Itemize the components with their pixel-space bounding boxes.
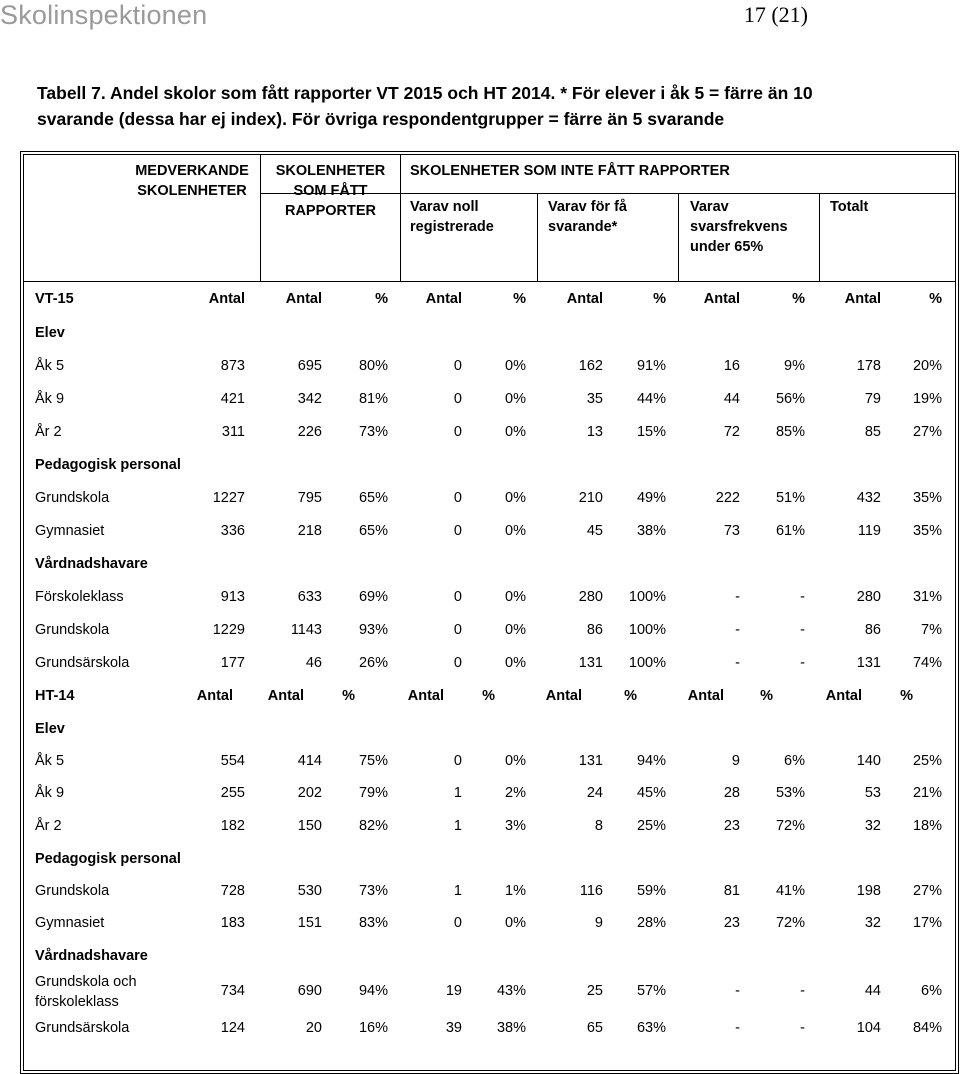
table-cell: 31% xyxy=(912,589,942,605)
table-cell: Antal xyxy=(825,688,862,704)
table-cell: 72% xyxy=(775,915,805,931)
table-cell: % xyxy=(929,291,942,307)
table-cell: 1% xyxy=(505,883,526,899)
table-cell: 94% xyxy=(636,753,666,769)
table-cell: 210 xyxy=(578,490,603,506)
table-cell: 32 xyxy=(864,915,881,931)
table-cell: 83% xyxy=(358,915,388,931)
row-label: Förskoleklass xyxy=(35,589,124,605)
table-cell: 45 xyxy=(586,523,603,539)
table-cell: 873 xyxy=(220,358,245,374)
table-cell: 20% xyxy=(912,358,942,374)
table-cell: 728 xyxy=(220,883,245,899)
table-cell: 633 xyxy=(297,589,322,605)
table-cell: 198 xyxy=(856,883,881,899)
row-label: Grundsärskola xyxy=(35,655,130,671)
table-cell: 1 xyxy=(453,883,462,899)
table-cell: 23 xyxy=(723,818,740,834)
table-cell: 8 xyxy=(594,818,603,834)
table-cell: 79% xyxy=(358,785,388,801)
table-cell: % xyxy=(482,688,495,704)
table-cell: 9% xyxy=(784,358,805,374)
row-label: Grundskola och förskoleklass xyxy=(35,974,137,1010)
table-cell: Antal xyxy=(566,291,603,307)
table-cell: 131 xyxy=(578,753,603,769)
table-cell: Antal xyxy=(285,291,322,307)
table-cell: % xyxy=(900,688,913,704)
table-cell: 124 xyxy=(220,1020,245,1036)
row-label: Vårdnadshavare xyxy=(35,556,148,572)
row-label: Åk 5 xyxy=(35,753,65,769)
table-cell: 20 xyxy=(305,1020,322,1036)
table-cell: 0% xyxy=(505,424,526,440)
row-label: Åk 9 xyxy=(35,785,65,801)
table-cell: 913 xyxy=(220,589,245,605)
table-cell: 32 xyxy=(864,818,881,834)
table-cell: 72% xyxy=(775,818,805,834)
header-zero-registered: Varav noll registrerade xyxy=(410,199,494,235)
table-cell: 421 xyxy=(220,391,245,407)
table-cell: 0% xyxy=(505,655,526,671)
row-label: Elev xyxy=(35,721,65,737)
table-cell: 311 xyxy=(221,424,245,440)
table-cell: 23 xyxy=(723,915,740,931)
header-units-not-received: SKOLENHETER SOM INTE FÅTT RAPPORTER xyxy=(410,163,730,179)
table-cell: 26% xyxy=(358,655,388,671)
table-cell: 9 xyxy=(594,915,603,931)
table-cell: 44 xyxy=(723,391,740,407)
table-cell: 65% xyxy=(358,523,388,539)
table-cell: Antal xyxy=(703,291,740,307)
table-row xyxy=(24,810,955,843)
table-cell: 280 xyxy=(856,589,881,605)
table-cell: 131 xyxy=(856,655,881,671)
table-cell: 100% xyxy=(628,589,666,605)
table-cell: % xyxy=(375,291,388,307)
group-header-row xyxy=(24,449,955,482)
table-cell: 73 xyxy=(723,523,740,539)
table-cell: % xyxy=(653,291,666,307)
table-cell: Antal xyxy=(687,688,724,704)
table-cell: 280 xyxy=(578,589,603,605)
table-cell: 27% xyxy=(912,424,942,440)
table-cell: 25% xyxy=(636,818,666,834)
row-label: Elev xyxy=(35,325,65,341)
table-cell: 41% xyxy=(775,883,805,899)
table-cell: 0% xyxy=(505,622,526,638)
table-cell: 131 xyxy=(578,655,603,671)
table-cell: 0 xyxy=(453,753,462,769)
table-cell: 0% xyxy=(505,391,526,407)
table-cell: % xyxy=(760,688,773,704)
table-cell: 27% xyxy=(912,883,942,899)
table-cell: 0 xyxy=(453,589,462,605)
table-cell: 25 xyxy=(586,983,603,999)
table-cell: 9 xyxy=(731,753,740,769)
table-cell: 94% xyxy=(358,983,388,999)
table-cell: 218 xyxy=(297,523,322,539)
table-cell: 0 xyxy=(453,523,462,539)
table-cell: - xyxy=(800,655,805,671)
group-header-row xyxy=(24,843,955,876)
table-cell: 0% xyxy=(505,490,526,506)
table-cell: - xyxy=(735,983,740,999)
table-row xyxy=(24,383,955,416)
table-cell: 91% xyxy=(636,358,666,374)
table-row xyxy=(24,515,955,548)
table-cell: 0 xyxy=(453,490,462,506)
table-cell: 0% xyxy=(505,523,526,539)
table-row xyxy=(24,777,955,810)
table-cell: 44 xyxy=(864,983,881,999)
table-cell: 119 xyxy=(857,523,881,539)
table-cell: 255 xyxy=(220,785,245,801)
row-label: Grundskola xyxy=(35,883,110,899)
table-cell: 75% xyxy=(358,753,388,769)
row-label: År 2 xyxy=(35,818,62,834)
table-cell: 414 xyxy=(297,753,322,769)
table-cell: 140 xyxy=(856,753,881,769)
table-cell: 151 xyxy=(297,915,322,931)
table-cell: 13 xyxy=(586,424,603,440)
table-cell: 49% xyxy=(636,490,666,506)
table-row xyxy=(24,745,955,778)
table-cell: 795 xyxy=(297,490,322,506)
table-cell: 0 xyxy=(453,622,462,638)
header-participating-units: MEDVERKANDE SKOLENHETER xyxy=(135,163,249,199)
table-cell: 17% xyxy=(912,915,942,931)
table-cell: % xyxy=(792,291,805,307)
table-cell: 6% xyxy=(921,983,942,999)
table-cell: 1 xyxy=(453,785,462,801)
table-cell: 0% xyxy=(505,358,526,374)
table-cell: 56% xyxy=(775,391,805,407)
table-cell: 1227 xyxy=(212,490,245,506)
table-cell: 43% xyxy=(496,983,526,999)
row-label: Grundskola xyxy=(35,622,110,638)
table-cell: 342 xyxy=(297,391,322,407)
table-cell: 28% xyxy=(636,915,666,931)
table-cell: 46 xyxy=(305,655,322,671)
table-cell: 116 xyxy=(579,883,603,899)
table-cell: 21% xyxy=(912,785,942,801)
table-cell: 104 xyxy=(856,1020,881,1036)
table-cell: 554 xyxy=(220,753,245,769)
table-cell: 6% xyxy=(784,753,805,769)
table-cell: 38% xyxy=(496,1020,526,1036)
table-cell: 73% xyxy=(358,883,388,899)
table-row xyxy=(24,647,955,680)
table-cell: 16 xyxy=(723,358,740,374)
table-cell: 178 xyxy=(856,358,881,374)
table-cell: - xyxy=(735,655,740,671)
table-cell: Antal xyxy=(208,291,245,307)
table-cell: 182 xyxy=(220,818,245,834)
table-cell: 44% xyxy=(636,391,666,407)
row-label: Grundsärskola xyxy=(35,1020,130,1036)
table-header xyxy=(24,155,955,282)
period-header-row xyxy=(24,283,955,316)
table-cell: 3% xyxy=(505,818,526,834)
table-row xyxy=(24,875,955,908)
table-cell: 0 xyxy=(453,915,462,931)
table-cell: - xyxy=(800,983,805,999)
table-cell: 57% xyxy=(636,983,666,999)
table-cell: Antal xyxy=(425,291,462,307)
table-cell: 35% xyxy=(912,490,942,506)
page-number: 17 (21) xyxy=(743,2,808,27)
group-header-row xyxy=(24,317,955,350)
table-cell: 19% xyxy=(912,391,942,407)
table-row xyxy=(24,907,955,940)
table-cell: 150 xyxy=(297,818,322,834)
row-label: VT-15 xyxy=(35,291,74,307)
row-label: Gymnasiet xyxy=(35,523,105,539)
row-label: År 2 xyxy=(35,424,62,440)
table-cell: % xyxy=(342,688,355,704)
table-row xyxy=(24,614,955,647)
table-cell: 65% xyxy=(358,490,388,506)
table-row xyxy=(24,416,955,449)
header-response-rate-under-65: Varav svarsfrekvens under 65% xyxy=(690,199,788,255)
table-cell: 222 xyxy=(715,490,740,506)
table-cell: 19 xyxy=(445,983,462,999)
table-row xyxy=(24,482,955,515)
table-cell: 79 xyxy=(864,391,881,407)
table-cell: - xyxy=(800,589,805,605)
table-cell: 7% xyxy=(921,622,942,638)
header-too-few-respondents: Varav för få svarande* xyxy=(548,199,627,235)
table-cell: 15% xyxy=(636,424,666,440)
table-cell: 80% xyxy=(358,358,388,374)
table-cell: % xyxy=(513,291,526,307)
table-cell: 100% xyxy=(628,622,666,638)
table-cell: 1143 xyxy=(290,622,322,638)
table-cell: 690 xyxy=(297,983,322,999)
table-cell: - xyxy=(735,589,740,605)
table-cell: 86 xyxy=(864,622,881,638)
row-label: Pedagogisk personal xyxy=(35,457,181,473)
table-cell: 65 xyxy=(586,1020,603,1036)
table-cell: 85 xyxy=(864,424,881,440)
table-cell: 0 xyxy=(453,424,462,440)
brand-logo-text: Skolinspektionen xyxy=(0,0,208,30)
table-cell: 45% xyxy=(636,785,666,801)
table-cell: 85% xyxy=(775,424,805,440)
table-cell: 0 xyxy=(453,391,462,407)
table-cell: 63% xyxy=(636,1020,666,1036)
table-cell: 93% xyxy=(358,622,388,638)
table-cell: 0 xyxy=(453,358,462,374)
table-cell: 177 xyxy=(220,655,245,671)
table-cell: 81% xyxy=(358,391,388,407)
table-cell: 35 xyxy=(586,391,603,407)
table-row xyxy=(24,1012,955,1045)
table-cell: 16% xyxy=(358,1020,388,1036)
table-cell: 18% xyxy=(912,818,942,834)
header-total: Totalt xyxy=(830,199,869,215)
table-cell: 28 xyxy=(723,785,740,801)
group-header-row xyxy=(24,940,955,973)
table-cell: 0 xyxy=(453,655,462,671)
table-row xyxy=(24,975,955,1008)
table-cell: 35% xyxy=(912,523,942,539)
table-cell: Antal xyxy=(267,688,304,704)
table-cell: Antal xyxy=(545,688,582,704)
table-cell: % xyxy=(624,688,637,704)
table-cell: 84% xyxy=(912,1020,942,1036)
table-cell: 734 xyxy=(220,983,245,999)
table-cell: 82% xyxy=(358,818,388,834)
row-label: Vårdnadshavare xyxy=(35,948,148,964)
table-cell: - xyxy=(800,622,805,638)
row-label: Grundskola xyxy=(35,490,110,506)
table-cell: - xyxy=(735,622,740,638)
row-label: HT-14 xyxy=(35,688,75,704)
table-cell: 0% xyxy=(505,589,526,605)
table-cell: 432 xyxy=(856,490,881,506)
group-header-row xyxy=(24,713,955,746)
table-cell: Antal xyxy=(196,688,233,704)
table-cell: 100% xyxy=(628,655,666,671)
table-cell: 53 xyxy=(864,785,881,801)
table-cell: 72 xyxy=(723,424,740,440)
period-header-row xyxy=(24,680,955,713)
row-label: Pedagogisk personal xyxy=(35,851,181,867)
table-cell: 38% xyxy=(636,523,666,539)
table-cell: 162 xyxy=(578,358,603,374)
table-cell: 53% xyxy=(775,785,805,801)
table-cell: 86 xyxy=(586,622,603,638)
table-cell: Antal xyxy=(844,291,881,307)
table-cell: 73% xyxy=(358,424,388,440)
table-cell: 1 xyxy=(453,818,462,834)
group-header-row xyxy=(24,548,955,581)
table-cell: 0% xyxy=(505,753,526,769)
table-cell: 1229 xyxy=(212,622,245,638)
report-table xyxy=(23,154,956,1071)
table-cell: 74% xyxy=(912,655,942,671)
table-cell: 59% xyxy=(636,883,666,899)
table-row xyxy=(24,581,955,614)
row-label: Åk 5 xyxy=(35,358,65,374)
table-cell: 69% xyxy=(358,589,388,605)
table-cell: 24 xyxy=(586,785,603,801)
table-caption: Tabell 7. Andel skolor som fått rapporter VT 2015 och HT 2014. * För elever i åk 5 = färre än 10 svarande (dessa har ej index). För övriga respondentgrupper = färre än 5 svarande xyxy=(37,83,813,129)
table-cell: 25% xyxy=(912,753,942,769)
table-cell: 51% xyxy=(775,490,805,506)
table-cell: 0% xyxy=(505,915,526,931)
table-cell: 2% xyxy=(505,785,526,801)
table-cell: 81 xyxy=(723,883,740,899)
table-cell: - xyxy=(735,1020,740,1036)
row-label: Åk 9 xyxy=(35,391,65,407)
row-label: Gymnasiet xyxy=(35,915,105,931)
table-cell: 336 xyxy=(220,523,245,539)
table-cell: 183 xyxy=(220,915,245,931)
table-cell: 61% xyxy=(775,523,805,539)
table-cell: 202 xyxy=(297,785,322,801)
table-cell: 695 xyxy=(297,358,322,374)
table-cell: - xyxy=(800,1020,805,1036)
header-units-received-reports: SKOLENHETER SOM FÅTT RAPPORTER xyxy=(275,163,386,219)
table-cell: 39 xyxy=(445,1020,462,1036)
table-row xyxy=(24,350,955,383)
table-cell: 530 xyxy=(297,883,322,899)
table-cell: Antal xyxy=(407,688,444,704)
table-cell: 226 xyxy=(297,424,322,440)
